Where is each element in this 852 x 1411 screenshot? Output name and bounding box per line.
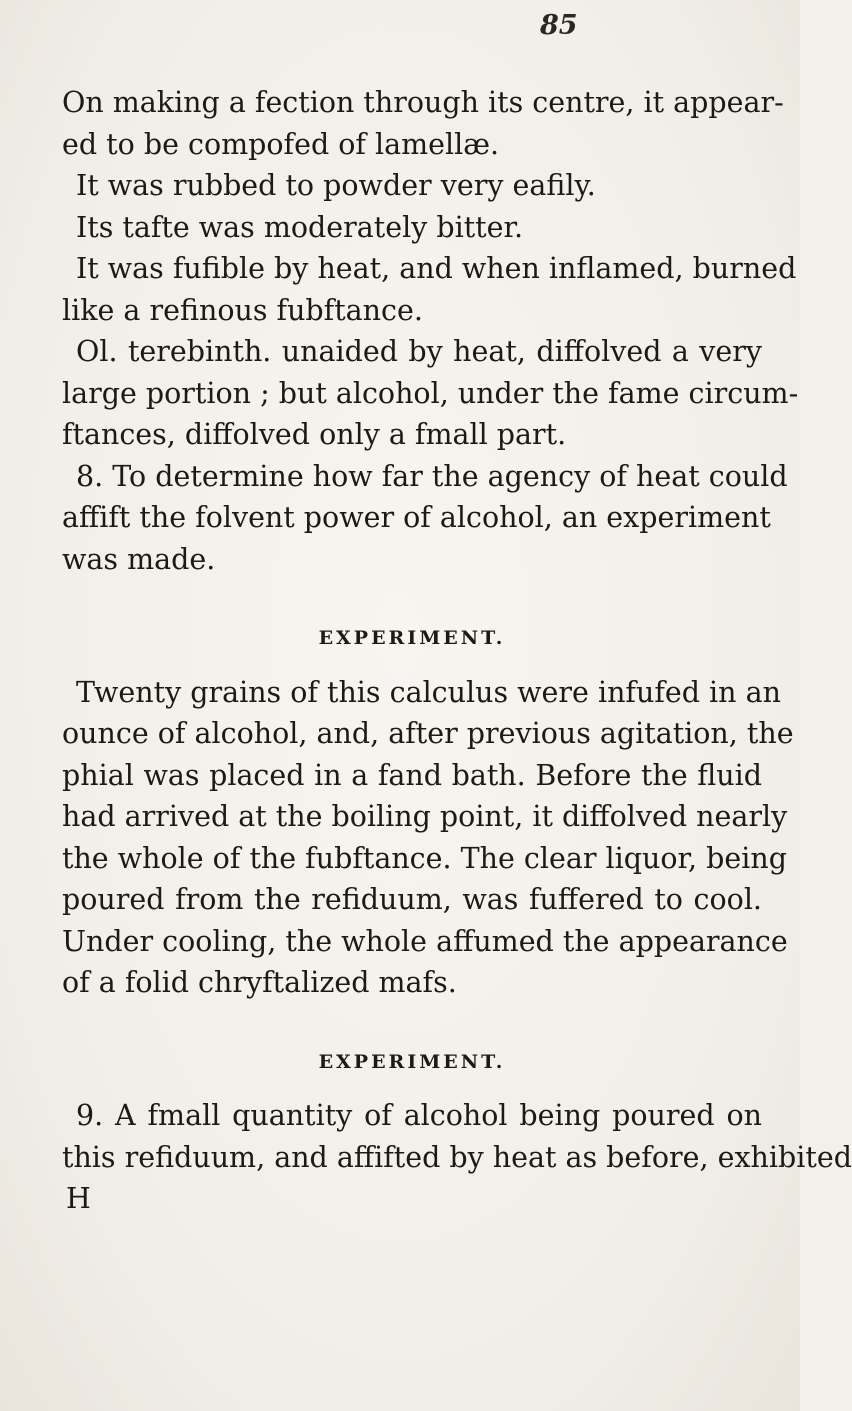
experiment-heading: EXPERIMENT. bbox=[318, 627, 506, 649]
text-line: 9. A fmall quantity of alcohol being poured on bbox=[76, 1099, 762, 1132]
body-text bbox=[62, 82, 852, 1220]
text-line: large portion ; but alcohol, under the fame circum- bbox=[62, 376, 799, 410]
text-line: ftances, diffolved only a fmall part. bbox=[62, 418, 567, 451]
text-line: had arrived at the boiling point, it diffolved nearly bbox=[62, 800, 788, 833]
text-line: poured from the refiduum, was fuffered to cool. bbox=[62, 883, 762, 916]
text-line: affift the folvent power of alcohol, an experiment bbox=[62, 501, 771, 534]
text-line: Under cooling, the whole affumed the appearance bbox=[62, 924, 788, 958]
text-line: Its tafte was moderately bitter. bbox=[76, 210, 524, 244]
text-line: like a refinous fubftance. bbox=[62, 293, 423, 327]
text-line: this refiduum, and affifted by heat as before, exhibited bbox=[62, 1140, 852, 1174]
catchword: H bbox=[66, 1182, 91, 1215]
page-number: 85 bbox=[540, 10, 578, 41]
experiment-heading: EXPERIMENT. bbox=[318, 1050, 506, 1073]
text-line: On making a fection through its centre, it appear- bbox=[62, 86, 784, 119]
text-line: ed to be compofed of lamellæ. bbox=[62, 127, 500, 161]
text-line: Ol. terebinth. unaided by heat, diffolved a very bbox=[76, 335, 762, 368]
text-line: 8. To determine how far the agency of heat could bbox=[76, 459, 788, 493]
text-line: phial was placed in a fand bath. Before the fluid bbox=[62, 758, 762, 792]
text-line: was made. bbox=[62, 542, 216, 576]
text-line: the whole of the fubftance. The clear liquor, being bbox=[62, 841, 787, 875]
text-line: of a folid chryftalized mafs. bbox=[62, 966, 457, 999]
text-line: It was rubbed to powder very eafily. bbox=[76, 169, 596, 202]
text-line: ounce of alcohol, and, after previous agitation, the bbox=[62, 717, 794, 750]
text-line: It was fufible by heat, and when inflamed, burned bbox=[76, 252, 797, 285]
text-line: Twenty grains of this calculus were infufed in an bbox=[76, 675, 781, 709]
